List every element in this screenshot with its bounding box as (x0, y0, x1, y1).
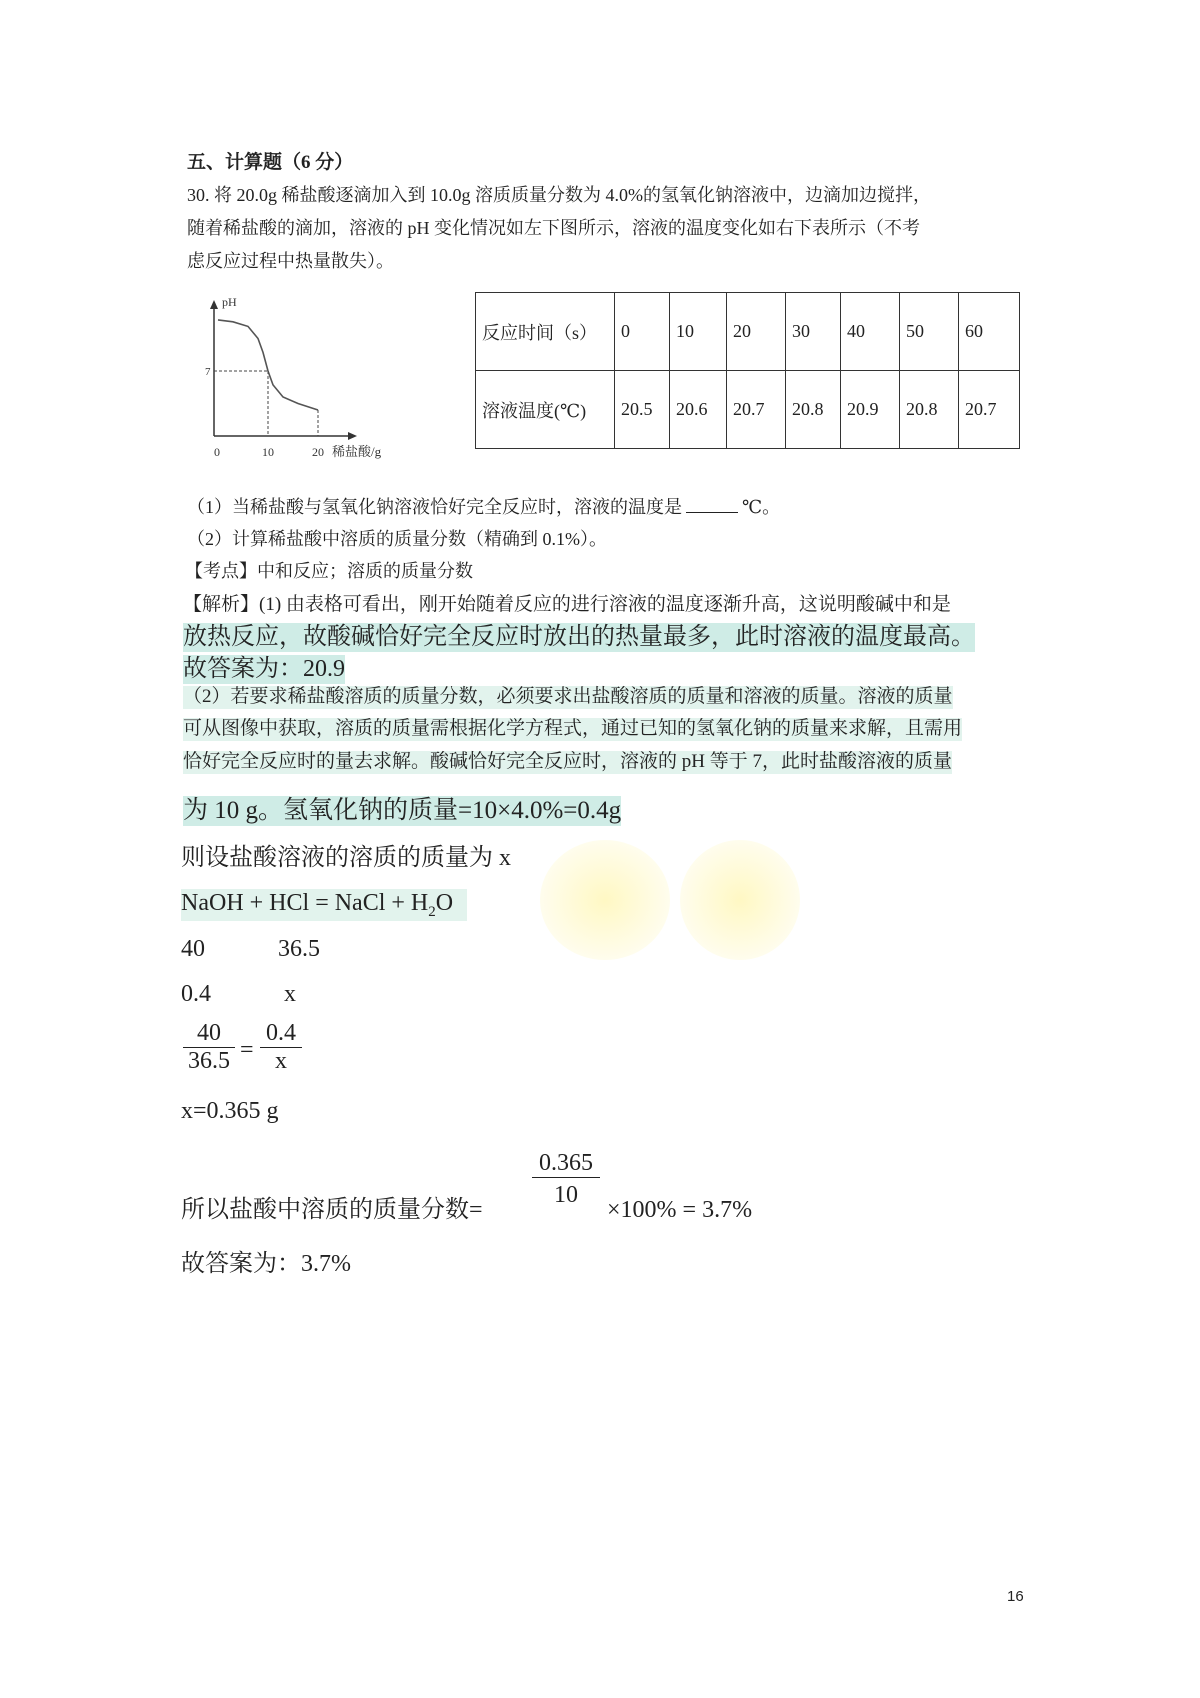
y-axis-arrow-icon (210, 300, 218, 309)
table-cell: 20.6 (670, 371, 727, 449)
fraction-0.4-x (260, 1020, 302, 1075)
table-cell: 20 (727, 293, 786, 371)
analysis-line: （2）若要求稀盐酸溶质的质量分数，必须要求出盐酸溶质的质量和溶液的质量。溶液的质量 (183, 686, 953, 707)
naoh-mass-line: 为 10 g。氢氧化钠的质量=10×4.0%=0.4g (183, 797, 622, 824)
table-cell: 30 (786, 293, 841, 371)
table-cell: 溶液温度(℃) (476, 371, 615, 449)
answer-2: 故答案为：3.7% (181, 1251, 351, 1277)
equals-sign: = (240, 1037, 254, 1063)
x-tick-label: 0 (214, 445, 220, 459)
x-axis-label: 稀盐酸/g (332, 444, 382, 459)
unit-text: ℃。 (742, 497, 781, 517)
ratio-value: 0.4 (181, 981, 211, 1007)
table-row (476, 293, 1020, 371)
background-smudge (540, 840, 670, 960)
ratio-value: 40 (181, 936, 205, 962)
y-tick-label: 7 (205, 366, 211, 378)
x-tick-label: 10 (262, 445, 274, 459)
table-cell: 60 (959, 293, 1020, 371)
chemical-equation (181, 889, 467, 921)
section-title: 五、计算题（6 分） (187, 152, 354, 173)
x-axis-arrow-icon (348, 432, 357, 440)
numerator: 0.365 (539, 1150, 593, 1176)
table-cell: 10 (670, 293, 727, 371)
denominator: 36.5 (188, 1048, 230, 1074)
ph-chart (190, 290, 420, 475)
fraction-bar (532, 1177, 600, 1178)
set-variable-line: 则设盐酸溶液的溶质的质量为 x (181, 845, 511, 871)
x-result: x=0.365 g (181, 1098, 279, 1124)
table-cell: 20.7 (959, 371, 1020, 449)
numerator: 40 (197, 1020, 221, 1046)
table-row (476, 371, 1020, 449)
table-cell: 50 (900, 293, 959, 371)
percent-result: ×100% = 3.7% (607, 1197, 753, 1223)
table-cell: 40 (841, 293, 900, 371)
analysis-line: 【解析】(1) 由表格可看出，刚开始随着反应的进行溶液的温度逐渐升高，这说明酸碱中和是 (183, 594, 951, 615)
sub-question-1-text: （1）当稀盐酸与氢氧化钠溶液恰好完全反应时，溶液的温度是 (187, 497, 682, 517)
fraction-40-36.5 (183, 1020, 235, 1075)
fraction-0.365-10 (532, 1150, 600, 1209)
ratio-value: x (284, 981, 296, 1007)
y-axis-label: pH (222, 295, 237, 309)
answer-1: 故答案为：20.9 (183, 656, 345, 682)
page-number: 16 (1007, 1588, 1024, 1605)
answer-blank (686, 496, 738, 513)
percent-label: 所以盐酸中溶质的质量分数= (181, 1197, 483, 1223)
table-cell: 0 (615, 293, 670, 371)
denominator: x (275, 1048, 287, 1074)
equation-text: NaOH + HCl = NaCl + H (181, 890, 429, 916)
analysis-line: 可从图像中获取，溶质的质量需根据化学方程式，通过已知的氢氧化钠的质量来求解，且需用 (183, 718, 963, 739)
table-cell: 20.7 (727, 371, 786, 449)
equation-text: O (435, 890, 454, 916)
analysis-line: 放热反应，故酸碱恰好完全反应时放出的热量最多，此时溶液的温度最高。 (183, 624, 975, 650)
temperature-table (475, 292, 1020, 449)
sub-question-1 (187, 496, 780, 519)
table-cell: 反应时间（s） (476, 293, 615, 371)
question-line: 随着稀盐酸的滴加，溶液的 pH 变化情况如左下图所示，溶液的温度变化如右下表所示（不考 (187, 218, 920, 238)
x-tick-label: 20 (312, 445, 324, 459)
analysis-line: 恰好完全反应时的量去求解。酸碱恰好完全反应时，溶液的 pH 等于 7，此时盐酸溶液的质量 (183, 751, 952, 772)
table-cell: 20.8 (900, 371, 959, 449)
sub-question-2: （2）计算稀盐酸中溶质的质量分数（精确到 0.1%）。 (187, 529, 607, 549)
denominator: 10 (554, 1182, 578, 1208)
background-smudge (680, 840, 800, 960)
equation-subscript: 2 (428, 903, 436, 920)
table-cell: 20.9 (841, 371, 900, 449)
table-cell: 20.5 (615, 371, 670, 449)
question-line: 30. 将 20.0g 稀盐酸逐滴加入到 10.0g 溶质质量分数为 4.0%的氢氧化钠溶液中，边滴加边搅拌， (187, 185, 931, 205)
kaodian: 【考点】中和反应；溶质的质量分数 (185, 561, 473, 581)
ratio-value: 36.5 (278, 936, 320, 962)
numerator: 0.4 (266, 1020, 296, 1046)
table-cell: 20.8 (786, 371, 841, 449)
question-line: 虑反应过程中热量散失）。 (187, 251, 394, 271)
